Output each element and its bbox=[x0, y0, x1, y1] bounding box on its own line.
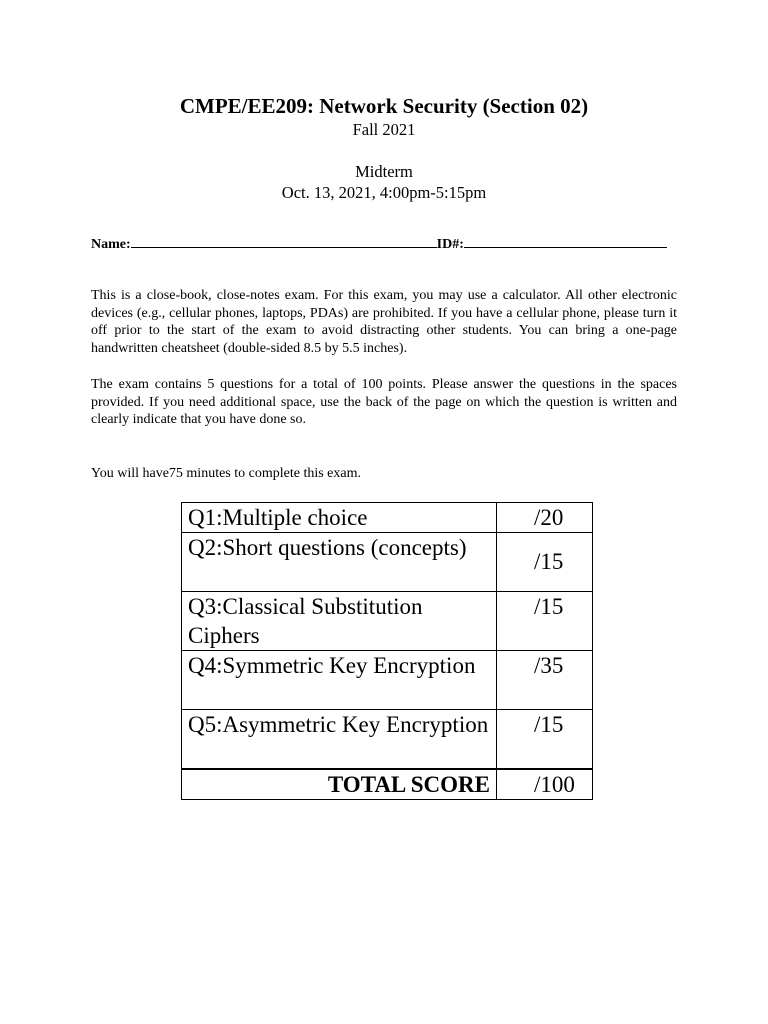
question-cell: Q4:Symmetric Key Encryption bbox=[182, 651, 497, 710]
question-cell: Q5:Asymmetric Key Encryption bbox=[182, 710, 497, 770]
exam-datetime: Oct. 13, 2021, 4:00pm-5:15pm bbox=[281, 183, 487, 202]
table-row bbox=[182, 710, 593, 770]
question-cell: Q3:Classical Substitution Ciphers bbox=[182, 592, 497, 651]
table-row bbox=[182, 592, 593, 651]
table-row bbox=[182, 651, 593, 710]
term: Fall 2021 bbox=[352, 120, 416, 139]
total-row bbox=[182, 769, 593, 800]
points-cell: /15 bbox=[497, 592, 593, 651]
instructions-paragraph: This is a close-book, close-notes exam. For this exam, you may use a calculator. All other electronic devices (e.g., cellular phones, laptops, PDAs) are prohibited. If you have a cellular phone, please turn it off prior to the start of the exam to avoid distracting other students. You can bring a one-page handwritten cheatsheet (double-sided 8.5 by 5.5 inches). bbox=[91, 288, 677, 356]
points-cell: /15 bbox=[497, 533, 593, 592]
question-cell: Q1:Multiple choice bbox=[182, 503, 497, 533]
table-row bbox=[182, 533, 593, 592]
name-label: Name: bbox=[91, 237, 131, 252]
course-title: CMPE/EE209: Network Security (Section 02) bbox=[179, 94, 589, 118]
student-info-row bbox=[91, 233, 667, 254]
time-limit-note: You will have75 minutes to complete this exam. bbox=[91, 466, 361, 481]
total-points: /100 bbox=[497, 769, 593, 800]
exam-type: Midterm bbox=[355, 162, 413, 181]
question-cell: Q2:Short questions (concepts) bbox=[182, 533, 497, 592]
total-label: TOTAL SCORE bbox=[182, 769, 497, 800]
points-cell: /35 bbox=[497, 651, 593, 710]
instructions-paragraph: The exam contains 5 questions for a total of 100 points. Please answer the questions in the spaces provided. If you need additional space, use the back of the page on which the question is written and clearly indicate that you have done so. bbox=[91, 377, 677, 428]
id-blank-line[interactable] bbox=[464, 233, 667, 248]
table-row bbox=[182, 503, 593, 533]
name-blank-line[interactable] bbox=[131, 233, 437, 248]
id-label: ID#: bbox=[436, 237, 464, 252]
points-cell: /15 bbox=[497, 710, 593, 770]
points-cell: /20 bbox=[497, 503, 593, 533]
score-table bbox=[181, 502, 593, 800]
